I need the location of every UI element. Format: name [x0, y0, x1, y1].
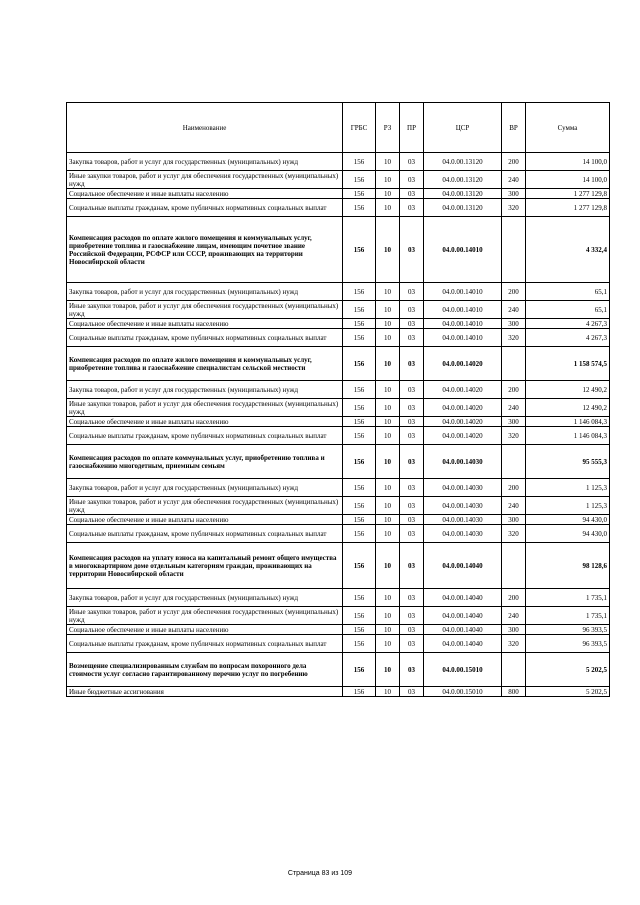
- table-row: [67, 283, 610, 301]
- cell-vr: 200: [502, 283, 526, 301]
- cell-csr: 04.0.00.13120: [424, 189, 502, 199]
- table-row: [67, 171, 610, 189]
- cell-pr: 03: [400, 515, 424, 525]
- cell-grbs: 156: [343, 543, 376, 589]
- table-row: [67, 199, 610, 217]
- cell-rz: 10: [376, 171, 400, 189]
- cell-pr: 03: [400, 497, 424, 515]
- cell-name: Иные закупки товаров, работ и услуг для обеспечения государственных (муниципальных) нужд: [67, 171, 343, 189]
- cell-vr: 320: [502, 199, 526, 217]
- cell-name: Возмещение специализированным службам по вопросам похоронного дела стоимости услуг согласно гарантированному перечню услуг по погребению: [67, 653, 343, 687]
- cell-rz: 10: [376, 283, 400, 301]
- cell-name: Иные закупки товаров, работ и услуг для обеспечения государственных (муниципальных) нужд: [67, 301, 343, 319]
- cell-pr: 03: [400, 687, 424, 697]
- table-row: [67, 319, 610, 329]
- cell-rz: 10: [376, 153, 400, 171]
- cell-vr: 240: [502, 399, 526, 417]
- budget-table: [66, 102, 610, 697]
- cell-grbs: 156: [343, 381, 376, 399]
- cell-name: Социальное обеспечение и иные выплаты населению: [67, 625, 343, 635]
- cell-csr: 04.0.00.14030: [424, 515, 502, 525]
- table-row: [67, 301, 610, 319]
- cell-grbs: 156: [343, 399, 376, 417]
- cell-vr: 240: [502, 171, 526, 189]
- cell-grbs: 156: [343, 217, 376, 283]
- cell-vr: 200: [502, 589, 526, 607]
- table-row: [67, 653, 610, 687]
- page-footer: Страница 83 из 109: [287, 870, 353, 877]
- table-row: [67, 525, 610, 543]
- table-row: [67, 217, 610, 283]
- cell-sum: 14 100,0: [526, 153, 610, 171]
- cell-name: Иные закупки товаров, работ и услуг для обеспечения государственных (муниципальных) нужд: [67, 497, 343, 515]
- cell-sum: 12 490,2: [526, 399, 610, 417]
- table-row: [67, 515, 610, 525]
- cell-csr: 04.0.00.14030: [424, 445, 502, 479]
- cell-rz: 10: [376, 497, 400, 515]
- cell-name: Социальное обеспечение и иные выплаты населению: [67, 319, 343, 329]
- cell-vr: 240: [502, 607, 526, 625]
- cell-csr: 04.0.00.14030: [424, 479, 502, 497]
- cell-pr: 03: [400, 189, 424, 199]
- table-header-row: [67, 103, 610, 153]
- cell-vr: 800: [502, 687, 526, 697]
- table-row: [67, 417, 610, 427]
- cell-csr: 04.0.00.14040: [424, 635, 502, 653]
- cell-sum: 1 158 574,5: [526, 347, 610, 381]
- cell-rz: 10: [376, 445, 400, 479]
- cell-grbs: 156: [343, 497, 376, 515]
- cell-name: Закупка товаров, работ и услуг для государственных (муниципальных) нужд: [67, 381, 343, 399]
- cell-pr: 03: [400, 625, 424, 635]
- cell-csr: 04.0.00.14020: [424, 427, 502, 445]
- cell-name: Социальное обеспечение и иные выплаты населению: [67, 189, 343, 199]
- cell-rz: 10: [376, 687, 400, 697]
- cell-sum: 1 735,1: [526, 589, 610, 607]
- cell-rz: 10: [376, 217, 400, 283]
- cell-pr: 03: [400, 171, 424, 189]
- cell-name: Закупка товаров, работ и услуг для государственных (муниципальных) нужд: [67, 153, 343, 171]
- cell-vr: [502, 347, 526, 381]
- cell-pr: 03: [400, 607, 424, 625]
- cell-grbs: 156: [343, 515, 376, 525]
- table-row: [67, 347, 610, 381]
- cell-grbs: 156: [343, 199, 376, 217]
- cell-rz: 10: [376, 347, 400, 381]
- cell-grbs: 156: [343, 347, 376, 381]
- cell-vr: 320: [502, 427, 526, 445]
- cell-pr: 03: [400, 319, 424, 329]
- cell-sum: 4 332,4: [526, 217, 610, 283]
- cell-rz: 10: [376, 653, 400, 687]
- cell-name: Закупка товаров, работ и услуг для государственных (муниципальных) нужд: [67, 283, 343, 301]
- cell-vr: 300: [502, 625, 526, 635]
- cell-grbs: 156: [343, 445, 376, 479]
- cell-name: Иные бюджетные ассигнования: [67, 687, 343, 697]
- cell-csr: 04.0.00.14020: [424, 417, 502, 427]
- cell-grbs: 156: [343, 417, 376, 427]
- cell-csr: 04.0.00.15010: [424, 653, 502, 687]
- cell-grbs: 156: [343, 653, 376, 687]
- cell-name: Социальные выплаты гражданам, кроме публичных нормативных социальных выплат: [67, 635, 343, 653]
- cell-csr: 04.0.00.13120: [424, 171, 502, 189]
- cell-csr: 04.0.00.14020: [424, 399, 502, 417]
- cell-name: Социальные выплаты гражданам, кроме публичных нормативных социальных выплат: [67, 329, 343, 347]
- cell-rz: 10: [376, 399, 400, 417]
- cell-pr: 03: [400, 217, 424, 283]
- cell-vr: 320: [502, 635, 526, 653]
- table-row: [67, 329, 610, 347]
- cell-rz: 10: [376, 329, 400, 347]
- table-row: [67, 497, 610, 515]
- cell-vr: 200: [502, 153, 526, 171]
- table-row: [67, 399, 610, 417]
- cell-csr: 04.0.00.14040: [424, 625, 502, 635]
- table-row: [67, 381, 610, 399]
- cell-sum: 1 277 129,8: [526, 189, 610, 199]
- cell-csr: 04.0.00.14040: [424, 607, 502, 625]
- cell-pr: 03: [400, 427, 424, 445]
- cell-pr: 03: [400, 653, 424, 687]
- cell-name: Социальные выплаты гражданам, кроме публичных нормативных социальных выплат: [67, 199, 343, 217]
- cell-pr: 03: [400, 153, 424, 171]
- cell-name: Закупка товаров, работ и услуг для государственных (муниципальных) нужд: [67, 479, 343, 497]
- cell-csr: 04.0.00.14040: [424, 543, 502, 589]
- cell-vr: 240: [502, 301, 526, 319]
- cell-vr: 240: [502, 497, 526, 515]
- cell-grbs: 156: [343, 301, 376, 319]
- cell-vr: [502, 217, 526, 283]
- table-row: [67, 427, 610, 445]
- cell-sum: 1 125,3: [526, 479, 610, 497]
- cell-rz: 10: [376, 427, 400, 445]
- cell-rz: 10: [376, 319, 400, 329]
- cell-sum: 95 555,3: [526, 445, 610, 479]
- cell-name: Компенсация расходов по оплате жилого помещения и коммунальных услуг, приобретение топлива и газоснабжение лицам, имеющим почетное звание Российской Федерации, РСФСР или СССР, проживающих на территории Новосибирской области: [67, 217, 343, 283]
- cell-rz: 10: [376, 543, 400, 589]
- cell-sum: 14 100,0: [526, 171, 610, 189]
- cell-name: Закупка товаров, работ и услуг для государственных (муниципальных) нужд: [67, 589, 343, 607]
- cell-sum: 1 146 084,3: [526, 417, 610, 427]
- cell-pr: 03: [400, 199, 424, 217]
- cell-name: Иные закупки товаров, работ и услуг для обеспечения государственных (муниципальных) нужд: [67, 399, 343, 417]
- cell-vr: [502, 653, 526, 687]
- cell-grbs: 156: [343, 171, 376, 189]
- cell-grbs: 156: [343, 687, 376, 697]
- cell-csr: 04.0.00.14010: [424, 283, 502, 301]
- cell-grbs: 156: [343, 283, 376, 301]
- table-body: [67, 153, 610, 697]
- cell-pr: 03: [400, 525, 424, 543]
- cell-rz: 10: [376, 607, 400, 625]
- cell-vr: [502, 445, 526, 479]
- cell-grbs: 156: [343, 319, 376, 329]
- cell-pr: 03: [400, 543, 424, 589]
- cell-sum: 5 202,5: [526, 653, 610, 687]
- cell-rz: 10: [376, 635, 400, 653]
- header-grbs: ГРБС: [343, 103, 376, 153]
- cell-name: Компенсация расходов на уплату взноса на капитальный ремонт общего имущества в многоквартирном доме отдельным категориям граждан, проживающих на территории Новосибирской области: [67, 543, 343, 589]
- cell-rz: 10: [376, 589, 400, 607]
- cell-pr: 03: [400, 399, 424, 417]
- cell-sum: 12 490,2: [526, 381, 610, 399]
- cell-rz: 10: [376, 189, 400, 199]
- cell-csr: 04.0.00.14010: [424, 217, 502, 283]
- table-row: [67, 687, 610, 697]
- cell-vr: 300: [502, 189, 526, 199]
- cell-grbs: 156: [343, 189, 376, 199]
- cell-pr: 03: [400, 301, 424, 319]
- table-row: [67, 153, 610, 171]
- cell-name: Социальные выплаты гражданам, кроме публичных нормативных социальных выплат: [67, 525, 343, 543]
- cell-vr: 300: [502, 319, 526, 329]
- cell-name: Компенсация расходов по оплате жилого помещения и коммунальных услуг, приобретение топлива и газоснабжение специалистам сельской местности: [67, 347, 343, 381]
- table-row: [67, 479, 610, 497]
- table-row: [67, 607, 610, 625]
- cell-sum: 1 277 129,8: [526, 199, 610, 217]
- cell-pr: 03: [400, 445, 424, 479]
- cell-vr: 200: [502, 479, 526, 497]
- cell-pr: 03: [400, 417, 424, 427]
- cell-sum: 98 128,6: [526, 543, 610, 589]
- cell-pr: 03: [400, 381, 424, 399]
- table-row: [67, 589, 610, 607]
- cell-rz: 10: [376, 381, 400, 399]
- header-csr: ЦСР: [424, 103, 502, 153]
- table-row: [67, 543, 610, 589]
- cell-vr: [502, 543, 526, 589]
- cell-rz: 10: [376, 625, 400, 635]
- cell-csr: 04.0.00.15010: [424, 687, 502, 697]
- cell-name: Социальное обеспечение и иные выплаты населению: [67, 515, 343, 525]
- cell-name: Компенсация расходов по оплате коммунальных услуг, приобретению топлива и газоснабжению многодетным, приемным семьям: [67, 445, 343, 479]
- cell-pr: 03: [400, 283, 424, 301]
- cell-rz: 10: [376, 417, 400, 427]
- cell-csr: 04.0.00.14030: [424, 497, 502, 515]
- cell-csr: 04.0.00.14030: [424, 525, 502, 543]
- cell-rz: 10: [376, 515, 400, 525]
- cell-csr: 04.0.00.14010: [424, 329, 502, 347]
- cell-rz: 10: [376, 199, 400, 217]
- cell-sum: 1 125,3: [526, 497, 610, 515]
- cell-grbs: 156: [343, 635, 376, 653]
- cell-sum: 65,1: [526, 283, 610, 301]
- cell-sum: 94 430,0: [526, 515, 610, 525]
- cell-csr: 04.0.00.13120: [424, 153, 502, 171]
- table-row: [67, 445, 610, 479]
- cell-sum: 94 430,0: [526, 525, 610, 543]
- header-rz: РЗ: [376, 103, 400, 153]
- cell-grbs: 156: [343, 153, 376, 171]
- cell-pr: 03: [400, 635, 424, 653]
- cell-name: Социальные выплаты гражданам, кроме публичных нормативных социальных выплат: [67, 427, 343, 445]
- header-name: Наименование: [67, 103, 343, 153]
- cell-sum: 4 267,3: [526, 329, 610, 347]
- cell-vr: 300: [502, 515, 526, 525]
- cell-grbs: 156: [343, 625, 376, 635]
- cell-grbs: 156: [343, 329, 376, 347]
- cell-sum: 5 202,5: [526, 687, 610, 697]
- header-pr: ПР: [400, 103, 424, 153]
- cell-pr: 03: [400, 329, 424, 347]
- header-sum: Сумма: [526, 103, 610, 153]
- cell-rz: 10: [376, 525, 400, 543]
- cell-csr: 04.0.00.14010: [424, 319, 502, 329]
- cell-grbs: 156: [343, 589, 376, 607]
- cell-grbs: 156: [343, 607, 376, 625]
- cell-pr: 03: [400, 589, 424, 607]
- cell-name: Социальное обеспечение и иные выплаты населению: [67, 417, 343, 427]
- cell-csr: 04.0.00.14020: [424, 381, 502, 399]
- table-row: [67, 625, 610, 635]
- cell-sum: 1 146 084,3: [526, 427, 610, 445]
- cell-sum: 96 393,5: [526, 625, 610, 635]
- cell-sum: 96 393,5: [526, 635, 610, 653]
- cell-name: Иные закупки товаров, работ и услуг для обеспечения государственных (муниципальных) нужд: [67, 607, 343, 625]
- cell-pr: 03: [400, 479, 424, 497]
- cell-sum: 4 267,3: [526, 319, 610, 329]
- cell-grbs: 156: [343, 479, 376, 497]
- cell-csr: 04.0.00.14020: [424, 347, 502, 381]
- cell-grbs: 156: [343, 427, 376, 445]
- cell-csr: 04.0.00.13120: [424, 199, 502, 217]
- cell-sum: 65,1: [526, 301, 610, 319]
- cell-rz: 10: [376, 479, 400, 497]
- cell-vr: 300: [502, 417, 526, 427]
- cell-pr: 03: [400, 347, 424, 381]
- table-row: [67, 635, 610, 653]
- header-vr: ВР: [502, 103, 526, 153]
- cell-csr: 04.0.00.14040: [424, 589, 502, 607]
- cell-vr: 200: [502, 381, 526, 399]
- cell-sum: 1 735,1: [526, 607, 610, 625]
- cell-rz: 10: [376, 301, 400, 319]
- cell-grbs: 156: [343, 525, 376, 543]
- table-row: [67, 189, 610, 199]
- cell-vr: 320: [502, 329, 526, 347]
- cell-vr: 320: [502, 525, 526, 543]
- cell-csr: 04.0.00.14010: [424, 301, 502, 319]
